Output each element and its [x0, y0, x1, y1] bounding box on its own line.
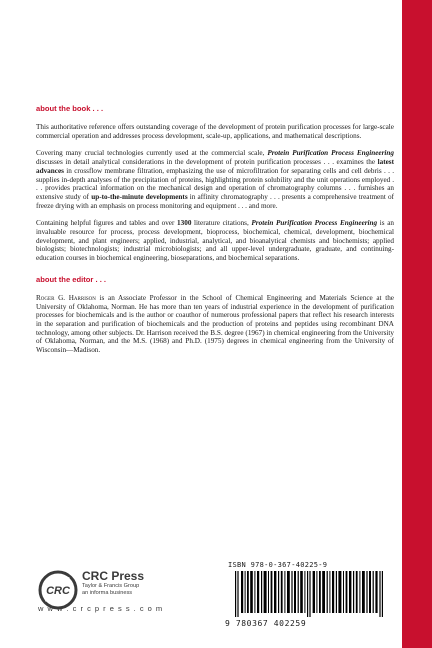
- about-editor-heading: about the editor . . .: [36, 274, 107, 284]
- editor-name: Roger G. Harrison: [36, 293, 96, 302]
- barcode-number: 9 780367 402259: [225, 619, 307, 628]
- book-title: Protein Purification Process Engineering: [267, 149, 394, 158]
- publisher-group: Taylor & Francis Group: [82, 583, 140, 589]
- publisher-url: w w w . c r c p r e s s . c o m: [38, 604, 164, 613]
- barcode-icon: [235, 571, 383, 617]
- about-book-paragraph-2: Covering many crucial technologies currently used at the commercial scale, Protein Purification Process Engineering discusses in detail analytical considerations in the development of protein purification processes . . . examines the latest advances in crossflow membrane filtration, emphasizing the use of microfiltration for separating cells and cell debris . . . supplies in-depth analyses of the precipitation of proteins, highlighting protein solubility and the unit operations employed . . . provides practical information on the mechanical design and operation of chromatography columns . . . furnishes an extensive study of up-to-the-minute developments in affinity chromatography . . . presents a comprehensive treatment of freeze drying with an emphasis on process monitoring and equipment . . . and more.: [36, 149, 394, 210]
- red-spine-strip: [402, 0, 432, 648]
- publisher-name: CRC Press: [82, 569, 145, 583]
- publisher-block: [82, 570, 144, 597]
- publisher-tagline: an informa business: [82, 590, 133, 596]
- book-title: Protein Purification Process Engineering: [251, 219, 378, 228]
- about-book-paragraph-3: Containing helpful figures and tables and over 1300 literature citations, Protein Purification Process Engineering is an invaluable resource for process, process development, bioprocess, biochemical, chemical, development, biochemical development, and plant engineers; applied, industrial, analytical, and bioanalytical chemists and biochemists; applied biologists; biotechnologists; industrial microbiologists; and all upper-level undergraduate, graduate, and continuing-education courses in biochemical engineering, bioseparations, and biochemical separations.: [36, 219, 395, 263]
- about-editor-paragraph: Roger G. Harrison is an Associate Professor in the School of Chemical Engineering and Materials Science at the University of Oklahoma, Norman. He has more than ten years of industrial experience in the development of purification processes for biochemicals and is the author or coauthor of numerous professional papers that reflect his research interests in the separation and purification of biochemicals and the production of proteins and peptides using recombinant DNA technology, among other subjects. Dr. Harrison received the B.S. degree (1967) in chemical engineering from the University of Oklahoma, Norman, and the M.S. (1968) and Ph.D. (1975) degrees in chemical engineering from the University of Wisconsin—Madison.: [36, 293, 395, 355]
- about-book-paragraph-1: This authoritative reference offers outstanding coverage of the development of protein purification processes for large-scale commercial operation and addresses process development, scale-up, applications, and mathematical descriptions.: [36, 123, 394, 140]
- about-book-heading: about the book . . .: [36, 104, 104, 113]
- logo-letters: CRC: [46, 585, 70, 597]
- isbn-label: ISBN 978-0-367-40225-9: [228, 561, 328, 569]
- isbn-barcode-block: [225, 561, 385, 629]
- back-cover-text: [36, 104, 394, 364]
